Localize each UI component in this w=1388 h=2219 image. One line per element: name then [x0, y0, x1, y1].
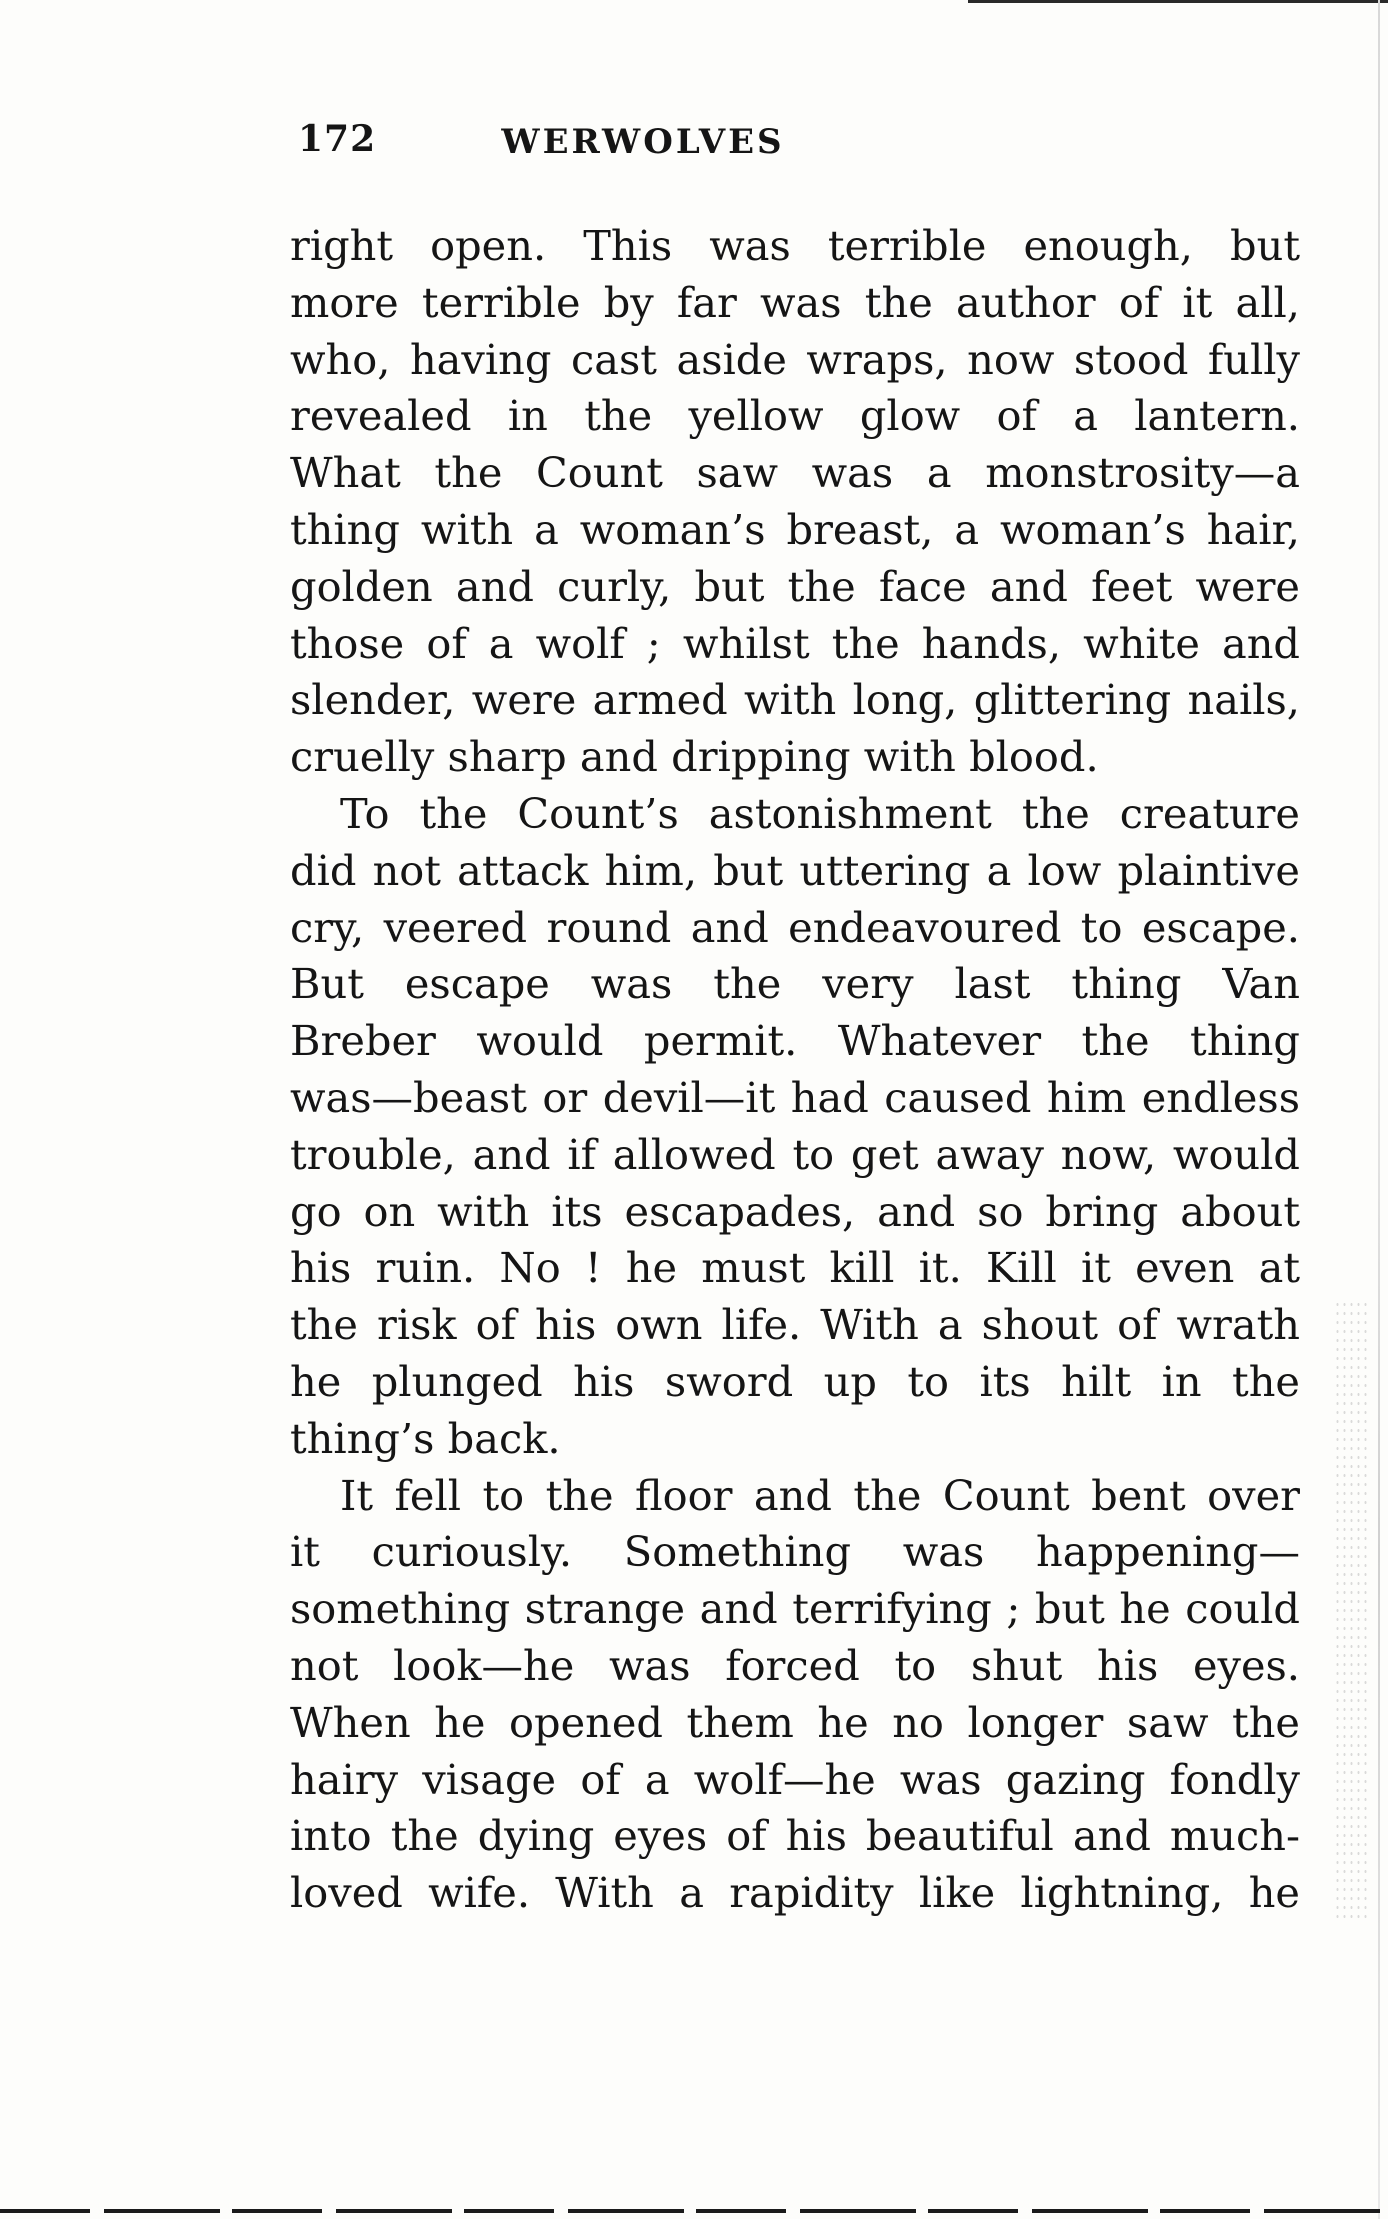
text-line: When he opened them he no longer saw the — [290, 1697, 1300, 1747]
text-line: thing’s back. — [290, 1413, 561, 1463]
text-line: right open. This was terrible enough, but — [290, 221, 1300, 270]
paragraph-1 — [290, 218, 1300, 786]
paragraph-2 — [290, 786, 1300, 1468]
text-line: was—beast or devil—it had caused him endless — [290, 1072, 1300, 1122]
text-line: What the Count saw was a monstrosity—a — [290, 448, 1300, 498]
paragraph-3 — [290, 1468, 1300, 1922]
page-edge-bottom — [0, 2209, 1388, 2213]
text-line: But escape was the very last thing Van — [290, 959, 1300, 1009]
text-line: more terrible by far was the author of it all, — [290, 277, 1300, 327]
text-line: his ruin. No ! he must kill it. Kill it even at — [290, 1243, 1300, 1293]
text-line: the risk of his own life. With a shout of wrath — [290, 1300, 1300, 1350]
text-line: cry, veered round and endeavoured to escape. — [290, 902, 1300, 952]
text-line: he plunged his sword up to its hilt in the — [290, 1356, 1300, 1406]
text-line: trouble, and if allowed to get away now, would — [290, 1129, 1300, 1179]
body-text — [290, 218, 1300, 1922]
text-line: who, having cast aside wraps, now stood fully — [290, 334, 1300, 384]
text-line: not look—he was forced to shut his eyes. — [290, 1640, 1300, 1690]
text-line: did not attack him, but uttering a low plaintive — [290, 845, 1300, 895]
text-line: slender, were armed with long, glittering nails, — [290, 675, 1300, 725]
text-line: into the dying eyes of his beautiful and much- — [290, 1811, 1300, 1861]
text-line: something strange and terrifying ; but he could — [290, 1584, 1300, 1634]
scan-noise — [1334, 1300, 1370, 1920]
text-line: go on with its escapades, and so bring about — [290, 1186, 1300, 1236]
text-line: golden and curly, but the face and feet were — [290, 561, 1300, 611]
text-line: it curiously. Something was happening— — [290, 1527, 1300, 1577]
running-title: WERWOLVES — [501, 122, 785, 162]
text-line: Breber would permit. Whatever the thing — [290, 1016, 1300, 1066]
text-line: To the Count’s astonishment the creature — [340, 788, 1300, 838]
text-line: revealed in the yellow glow of a lantern. — [290, 391, 1300, 441]
text-line: loved wife. With a rapidity like lightning, he — [290, 1868, 1300, 1918]
page-number: 172 — [298, 118, 377, 160]
page-edge-right — [1378, 0, 1380, 2219]
text-line: cruelly sharp and dripping with blood. — [290, 732, 1099, 782]
text-line: thing with a woman’s breast, a woman’s hair, — [290, 504, 1300, 554]
page-edge-top — [968, 0, 1388, 3]
text-line: those of a wolf ; whilst the hands, white and — [290, 618, 1300, 668]
text-line: hairy visage of a wolf—he was gazing fondly — [290, 1754, 1300, 1804]
running-head — [298, 118, 966, 178]
text-line: It fell to the floor and the Count bent over — [340, 1470, 1300, 1520]
